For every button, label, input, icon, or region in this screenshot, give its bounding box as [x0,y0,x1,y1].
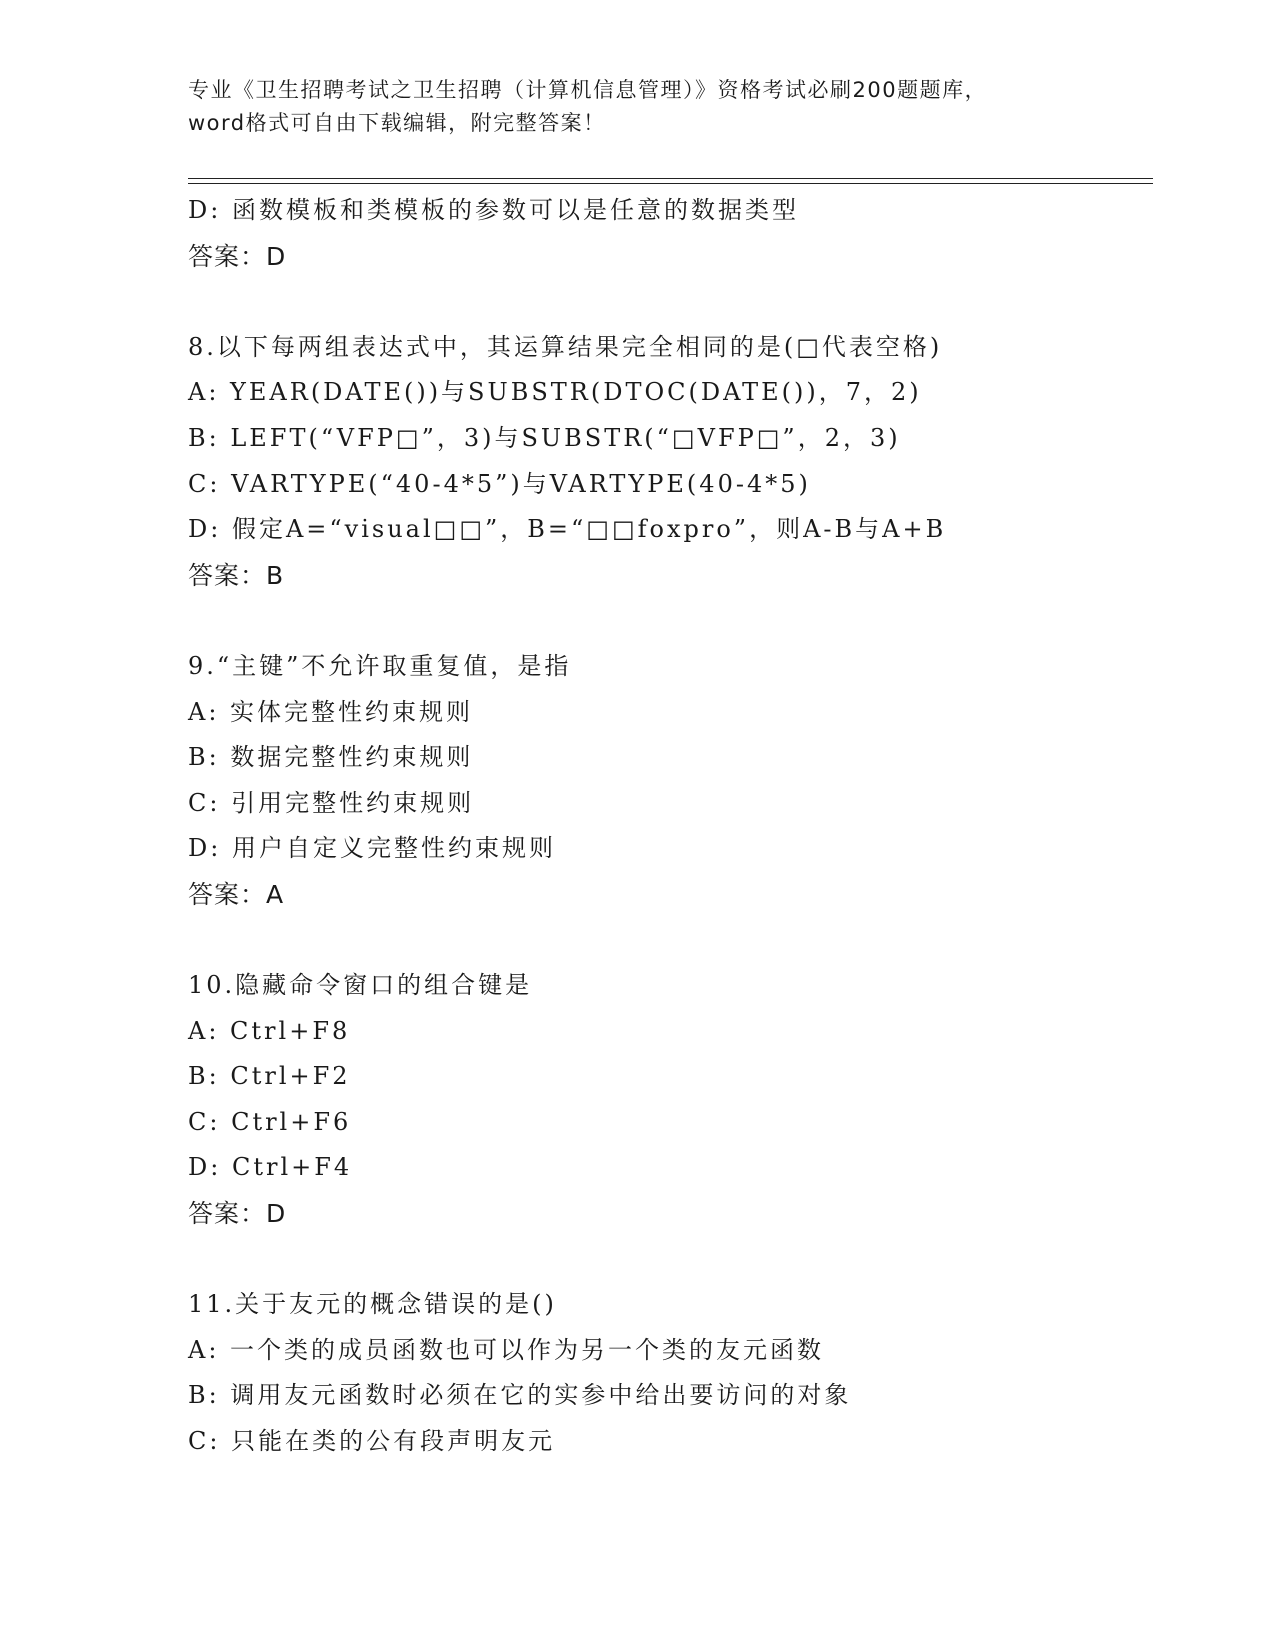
question-list [188,188,1148,1465]
option-c: C: VARTYPE(“40-4*5”)与VARTYPE(40-4*5) [188,469,811,498]
question-text: 10.隐藏命令窗口的组合键是 [188,971,533,1000]
answer-line: 答案：D [188,241,287,271]
question-block-9 [188,644,1148,918]
question-text: 11.关于友元的概念错误的是() [188,1290,557,1319]
block-spacer [188,1237,1148,1283]
block-spacer [188,598,1148,644]
question-block-8 [188,325,1148,599]
option-a: A: YEAR(DATE())与SUBSTR(DTOC(DATE())，7，2) [188,378,922,407]
option-b: B: LEFT(“VFP□”，3)与SUBSTR(“□VFP□”，2，3) [188,423,901,452]
question-text: 9.“主键”不允许取重复值，是指 [188,651,572,680]
header-line-1: 专业《卫生招聘考试之卫生招聘（计算机信息管理）》资格考试必刷200题题库， [188,78,988,102]
option-b: B: Ctrl+F2 [188,1062,351,1091]
option-d: D: 假定A=“visual□□”，B=“□□foxpro”，则A-B与A+B [188,515,947,544]
block-spacer [188,918,1148,964]
option-a: A: 实体完整性约束规则 [188,697,474,726]
option-c: C: 引用完整性约束规则 [188,788,475,817]
header-divider-bottom [188,183,1153,184]
option-c: C: 只能在类的公有段声明友元 [188,1427,556,1456]
question-block-7 [188,188,1148,279]
question-text: 8.以下每两组表达式中，其运算结果完全相同的是(□代表空格) [188,332,943,361]
option-d: D: Ctrl+F4 [188,1153,353,1182]
option-a: A: Ctrl+F8 [188,1016,351,1045]
document-header [188,74,1148,140]
question-block-10 [188,963,1148,1237]
option-c: C: Ctrl+F6 [188,1107,352,1136]
answer-line: 答案：A [188,879,285,909]
header-divider-top [188,178,1153,179]
question-block-11 [188,1282,1148,1464]
option-b: B: 数据完整性约束规则 [188,743,474,772]
option-d: D: 函数模板和类模板的参数可以是任意的数据类型 [188,196,799,224]
answer-line: 答案：D [188,1199,287,1229]
block-spacer [188,279,1148,325]
option-d: D: 用户自定义完整性约束规则 [188,834,556,863]
answer-line: 答案：B [188,560,285,590]
header-line-2: word格式可自由下载编辑，附完整答案！ [188,111,606,135]
option-b: B: 调用友元函数时必须在它的实参中给出要访问的对象 [188,1381,852,1410]
option-a: A: 一个类的成员函数也可以作为另一个类的友元函数 [188,1335,825,1364]
